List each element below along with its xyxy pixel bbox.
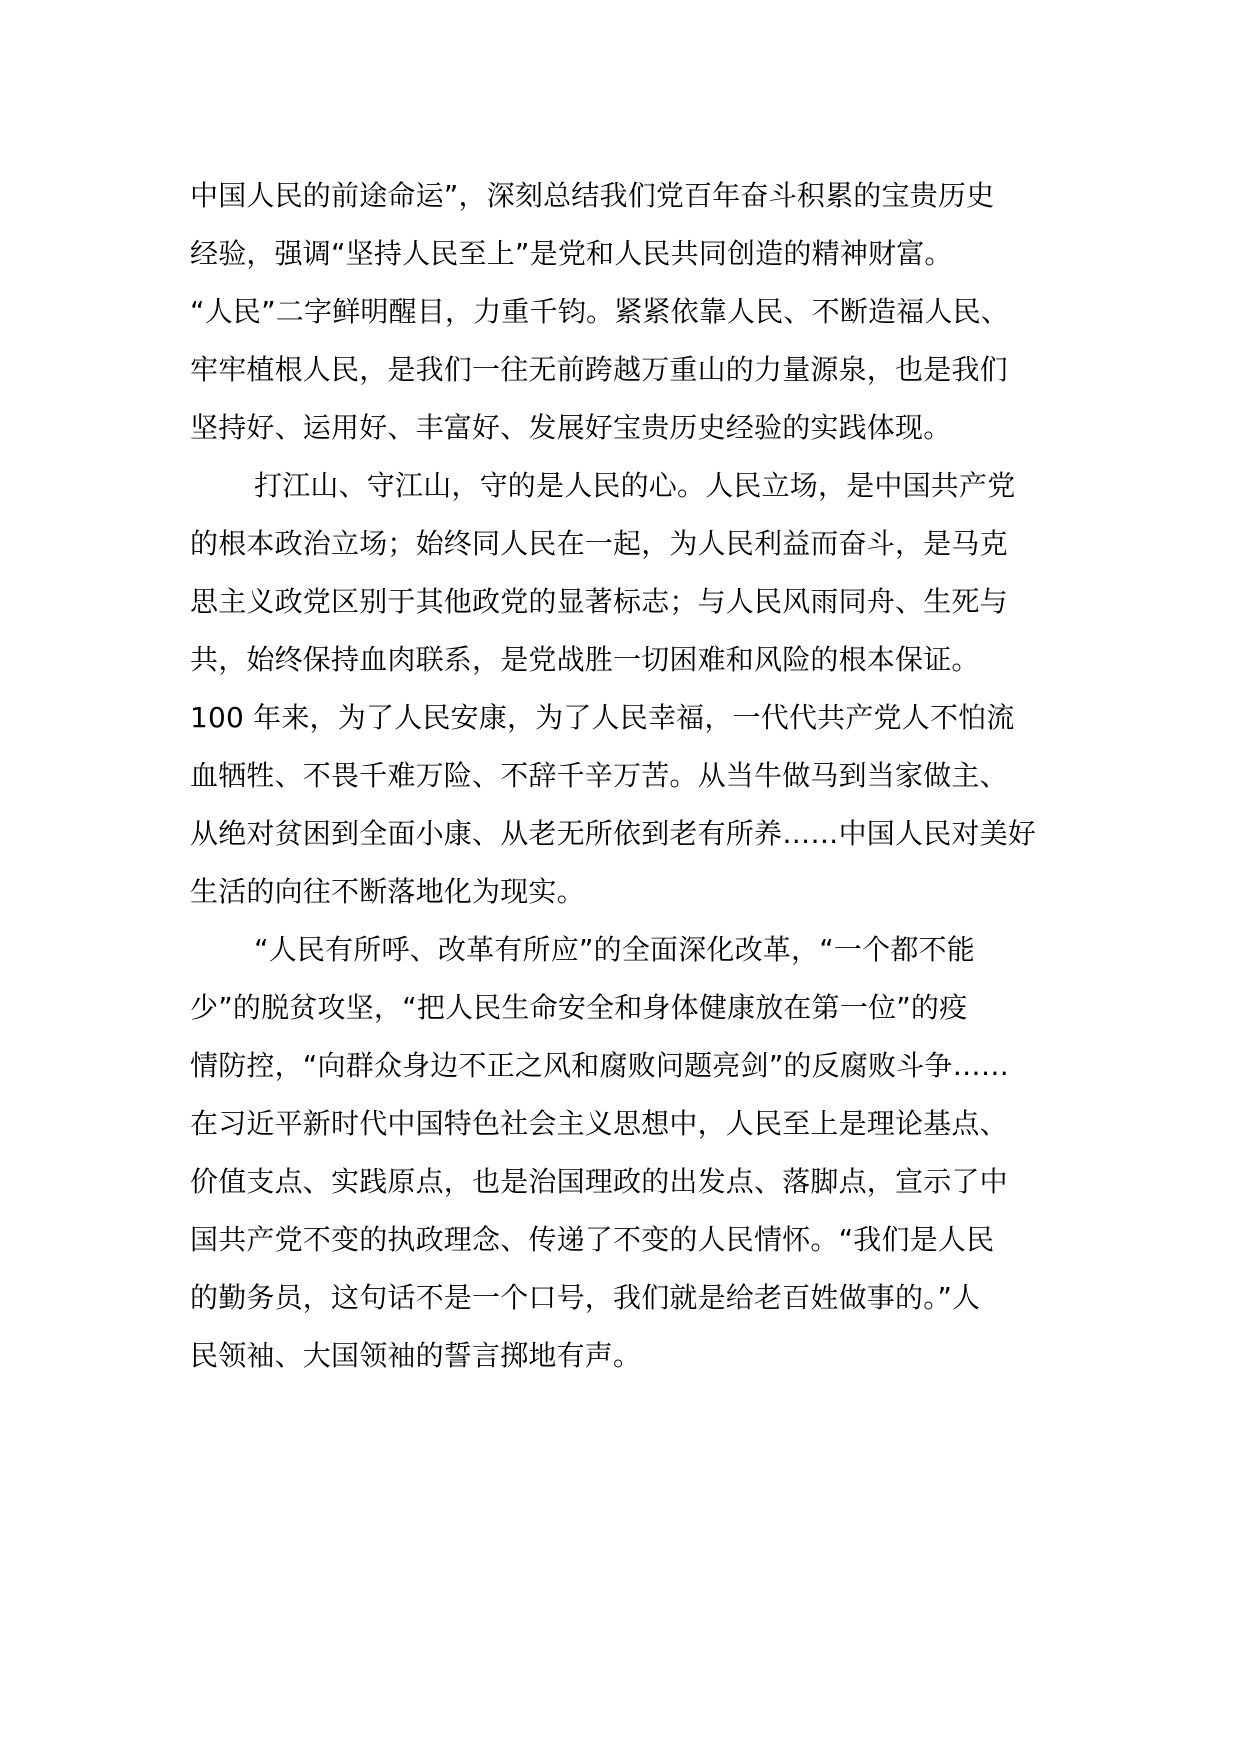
text-line: 的根本政治立场；始终同人民在一起，为人民利益而奋斗，是马克 [190, 527, 1008, 560]
text-line: 情防控，“向群众身边不正之风和腐败问题亮剑”的反腐败斗争…… [190, 1049, 1010, 1082]
text-line: 牢牢植根人民，是我们一往无前跨越万重山的力量源泉，也是我们 [190, 353, 1008, 386]
text-line: 民领袖、大国领袖的誓言掷地有声。 [190, 1339, 642, 1372]
text-line: 坚持好、运用好、丰富好、发展好宝贵历史经验的实践体现。 [190, 411, 952, 444]
text-line: 少”的脱贫攻坚，“把人民生命安全和身体健康放在第一位”的疫 [190, 991, 968, 1024]
text-line: 100 年来，为了人民安康，为了人民幸福，一代代共产党人不怕流 [190, 701, 1015, 734]
text-line: 血牺牲、不畏千难万险、不辞千辛万苦。从当牛做马到当家做主、 [190, 759, 1008, 792]
text-line: 从绝对贫困到全面小康、从老无所依到老有所养……中国人民对美好 [190, 817, 1037, 850]
text-line: 打江山、守江山，守的是人民的心。人民立场，是中国共产党 [254, 469, 1016, 502]
text-line: 思主义政党区别于其他政党的显著标志；与人民风雨同舟、生死与 [190, 585, 1008, 618]
text-line: 共，始终保持血肉联系，是党战胜一切困难和风险的根本保证。 [190, 643, 980, 676]
text-line: 中国人民的前途命运”，深刻总结我们党百年奋斗积累的宝贵历史 [190, 179, 995, 212]
text-line: “人民有所呼、改革有所应”的全面深化改革，“一个都不能 [254, 933, 975, 966]
text-line: 国共产党不变的执政理念、传递了不变的人民情怀。“我们是人民 [190, 1223, 995, 1256]
text-line: 生活的向往不断落地化为现实。 [190, 875, 585, 908]
text-line: 价值支点、实践原点，也是治国理政的出发点、落脚点，宣示了中 [190, 1165, 1008, 1198]
text-line: 经验，强调“坚持人民至上”是党和人民共同创造的精神财富。 [190, 237, 953, 270]
text-line: “人民”二字鲜明醒目，力重千钧。紧紧依靠人民、不断造福人民、 [190, 295, 1010, 328]
text-line: 在习近平新时代中国特色社会主义思想中，人民至上是理论基点、 [190, 1107, 1008, 1140]
text-line: 的勤务员，这句话不是一个口号，我们就是给老百姓做事的。”人 [190, 1281, 981, 1314]
